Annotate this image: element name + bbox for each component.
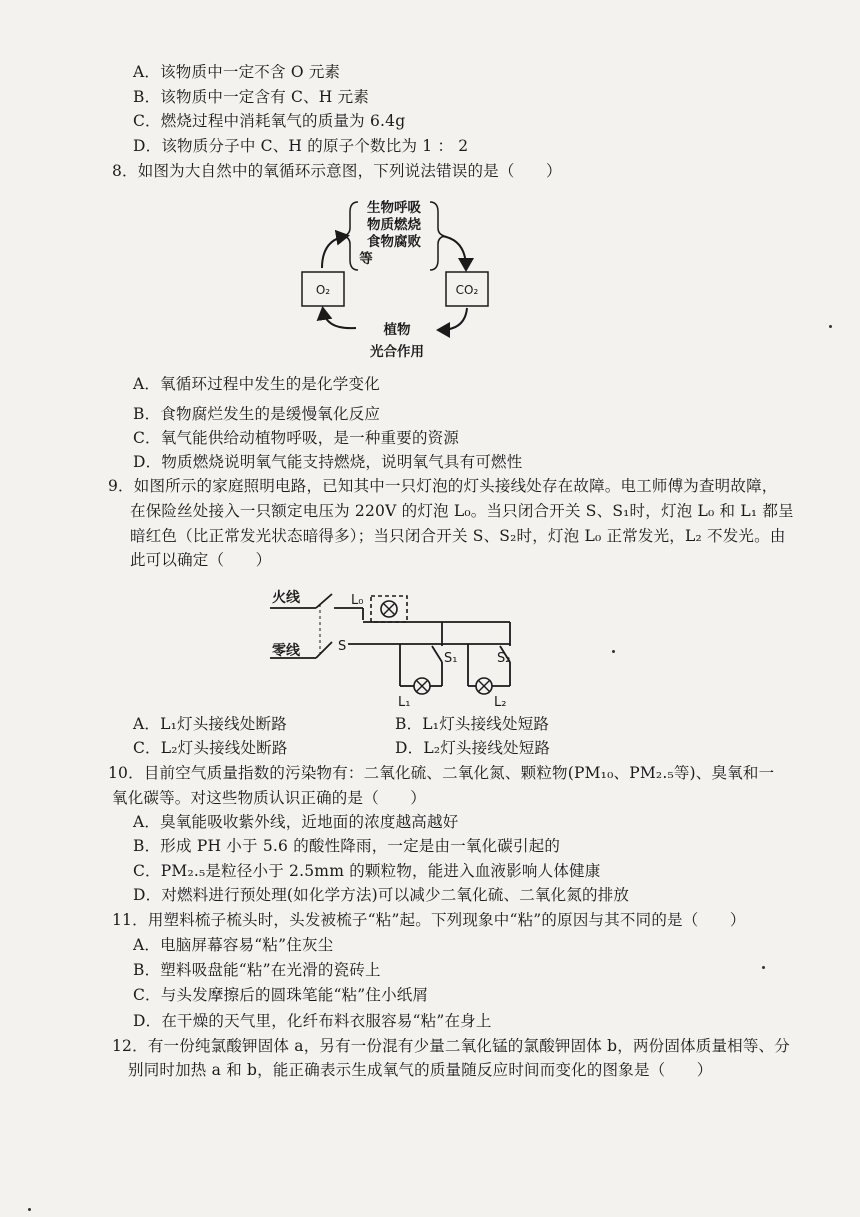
o2-label: O₂ bbox=[315, 283, 331, 297]
scan-speck bbox=[829, 325, 832, 328]
q10-option-a: A．臭氧能吸收紫外线，近地面的浓度越高越好 bbox=[133, 813, 459, 831]
q9-stem-line-4: 此可以确定（ ） bbox=[130, 551, 272, 569]
q8-option-d: D．物质燃烧说明氧气能支持燃烧，说明氧气具有可燃性 bbox=[133, 453, 523, 471]
s1-label: S₁ bbox=[444, 651, 458, 666]
q10-option-b: B．形成 PH 小于 5.6 的酸性降雨，一定是由一氧化碳引起的 bbox=[133, 837, 561, 855]
process-text-3: 食物腐败 bbox=[367, 234, 421, 250]
q9-option-b: B．L₁灯头接线处短路 bbox=[395, 715, 550, 733]
live-switch-blade bbox=[316, 594, 332, 608]
q9-option-a: A．L₁灯头接线处断路 bbox=[133, 715, 287, 733]
q9-stem-line-3: 暗红色（比正常发光状态暗得多）；当只闭合开关 S、S₂时，灯泡 L₀ 正常发光，L₂ 不发光。由 bbox=[130, 527, 786, 545]
q7-option-c: C．燃烧过程中消耗氧气的质量为 6.4g bbox=[133, 112, 406, 130]
circuit-diagram bbox=[268, 582, 528, 712]
process-text-4: 等 bbox=[359, 251, 373, 267]
arrow-plants-to-o2 bbox=[323, 310, 356, 328]
q9-stem-line-1: 9．如图所示的家庭照明电路，已知其中一只灯泡的灯头接线处存在故障。电工师傅为查明故障， bbox=[108, 477, 778, 495]
q12-stem-line-1: 12．有一份纯氯酸钾固体 a，另有一份混有少量二氧化锰的氯酸钾固体 b，两份固体质量相等、分 bbox=[112, 1037, 790, 1055]
co2-label: CO₂ bbox=[455, 283, 479, 297]
q8-option-c: C．氧气能供给动植物呼吸，是一种重要的资源 bbox=[133, 429, 460, 447]
oxygen-cycle-diagram bbox=[290, 188, 500, 368]
neutral-wire-label: 零线 bbox=[272, 643, 300, 659]
s2-label: S₂ bbox=[497, 651, 511, 666]
q11-option-b: B．塑料吸盘能“粘”在光滑的瓷砖上 bbox=[133, 961, 381, 979]
q11-option-c: C．与头发摩擦后的圆珠笔能“粘”住小纸屑 bbox=[133, 986, 429, 1004]
l1-label: L₁ bbox=[398, 695, 411, 710]
scan-speck bbox=[762, 966, 765, 969]
l0-label: L₀ bbox=[351, 593, 364, 608]
q12-stem-line-2: 别同时加热 a 和 b，能正确表示生成氧气的质量随反应时间而变化的图象是（ ） bbox=[128, 1061, 713, 1079]
q9-stem-line-2: 在保险丝处接入一只额定电压为 220V 的灯泡 L₀。当只闭合开关 S、S₁时，灯泡 L₀ 和 L₁ 都呈 bbox=[130, 502, 794, 520]
process-text-1: 生物呼吸 bbox=[367, 200, 421, 216]
q8-option-a: A．氧循环过程中发生的是化学变化 bbox=[133, 375, 380, 393]
q7-option-a: A．该物质中一定不含 O 元素 bbox=[133, 63, 341, 81]
q10-option-c: C．PM₂.₅是粒径小于 2.5mm 的颗粒物，能进入血液影响人体健康 bbox=[133, 862, 601, 880]
s1-switch-blade bbox=[432, 646, 442, 662]
q11-option-a: A．电脑屏幕容易“粘”住灰尘 bbox=[133, 936, 334, 954]
l2-label: L₂ bbox=[494, 695, 507, 710]
q7-option-b: B．该物质中一定含有 C、H 元素 bbox=[133, 88, 370, 106]
arrow-processes-to-co2 bbox=[442, 236, 466, 268]
scan-speck bbox=[28, 1208, 31, 1211]
q11-stem: 11．用塑料梳子梳头时，头发被梳子“粘”起。下列现象中“粘”的原因与其不同的是（ ） bbox=[112, 911, 746, 929]
s-label: S bbox=[338, 639, 347, 654]
q11-option-d: D．在干燥的天气里，化纤布料衣服容易“粘”在身上 bbox=[133, 1012, 492, 1030]
plants-text: 植物 bbox=[383, 322, 411, 338]
q8-stem: 8．如图为大自然中的氧循环示意图，下列说法错误的是（ ） bbox=[112, 162, 562, 180]
main-switch-blade bbox=[316, 642, 332, 658]
q9-option-d: D．L₂灯头接线处短路 bbox=[395, 739, 551, 757]
left-brace bbox=[344, 202, 358, 270]
right-brace bbox=[430, 202, 444, 270]
q10-stem-line-1: 10．目前空气质量指数的污染物有：二氧化硫、二氧化氮、颗粒物(PM₁₀、PM₂.₅等)、臭氧和一 bbox=[108, 764, 775, 782]
arrow-o2-to-processes bbox=[322, 236, 346, 268]
q9-option-c: C．L₂灯头接线处断路 bbox=[133, 739, 288, 757]
photosynthesis-text: 光合作用 bbox=[370, 344, 424, 360]
q10-option-d: D．对燃料进行预处理(如化学方法)可以减少二氧化硫、二氧化氮的排放 bbox=[133, 886, 630, 904]
live-wire-label: 火线 bbox=[272, 590, 300, 606]
scan-speck bbox=[612, 650, 615, 653]
arrow-co2-to-plants bbox=[440, 308, 467, 330]
q10-stem-line-2: 氧化碳等。对这些物质认识正确的是（ ） bbox=[112, 789, 427, 807]
q7-option-d: D．该物质分子中 C、H 的原子个数比为 1 ： 2 bbox=[133, 137, 469, 155]
process-text-2: 物质燃烧 bbox=[367, 217, 421, 233]
q8-option-b: B．食物腐烂发生的是缓慢氧化反应 bbox=[133, 405, 381, 423]
